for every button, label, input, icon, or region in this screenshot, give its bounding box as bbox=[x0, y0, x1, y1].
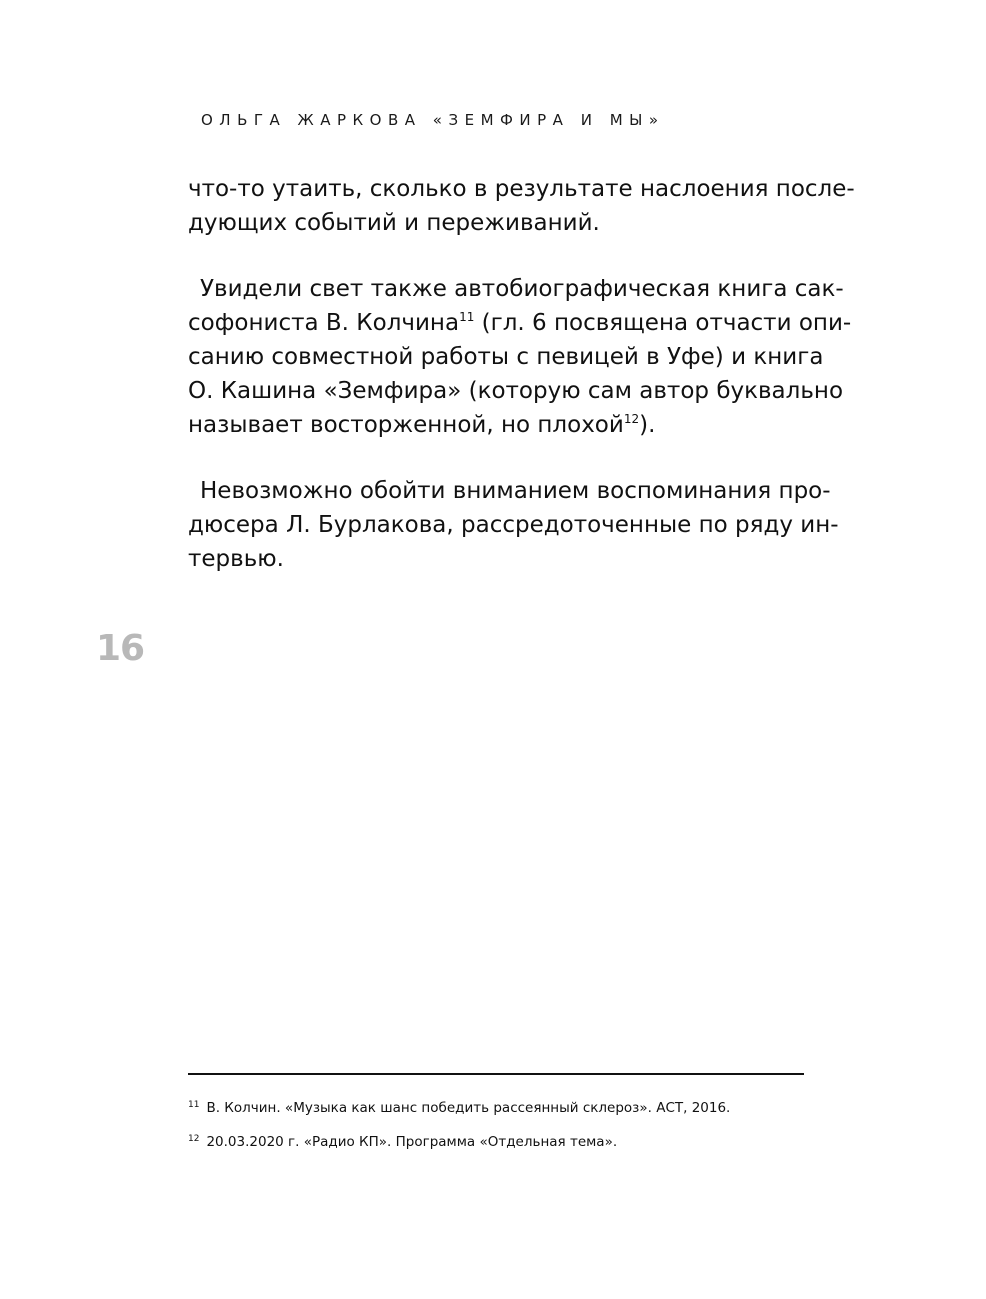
footnote-mark: 11 bbox=[188, 1100, 200, 1110]
text-line: О. Кашина «Земфира» (которую сам автор буквально bbox=[188, 378, 844, 404]
footnote-divider bbox=[188, 1073, 804, 1075]
paragraph-3 bbox=[188, 474, 839, 576]
text-line: что-то утаить, сколько в результате наслоения после- bbox=[188, 176, 855, 202]
text-line-with-footnote-ref bbox=[188, 306, 852, 340]
text-line: дюсера Л. Бурлакова, рассредоточенные по ряду ин- bbox=[188, 512, 839, 538]
text-line: дующих событий и переживаний. bbox=[188, 210, 600, 236]
footnote-text: В. Колчин. «Музыка как шанс победить рассеянный склероз». АСТ, 2016. bbox=[206, 1100, 731, 1116]
text-line: санию совместной работы с певицей в Уфе) и книга bbox=[188, 344, 824, 370]
footnote-12 bbox=[188, 1129, 804, 1152]
footnote-text: 20.03.2020 г. «Радио КП». Программа «Отдельная тема». bbox=[206, 1134, 618, 1150]
text-fragment: называет восторженной, но плохой bbox=[188, 412, 624, 438]
footnotes bbox=[188, 1095, 804, 1163]
footnote-ref-12[interactable]: 12 bbox=[623, 412, 640, 426]
footnote-mark: 12 bbox=[188, 1134, 200, 1144]
footnote-ref-11[interactable]: 11 bbox=[459, 310, 475, 324]
text-fragment: ). bbox=[639, 412, 656, 438]
text-fragment: (гл. 6 посвящена отчасти опи- bbox=[474, 310, 852, 336]
text-line: Невозможно обойти вниманием воспоминания про- bbox=[200, 478, 831, 504]
text-line: Увидели свет также автобиографическая книга сак- bbox=[200, 276, 844, 302]
text-line-with-footnote-ref bbox=[188, 408, 804, 442]
text-line: тервью. bbox=[188, 546, 284, 572]
main-text bbox=[188, 172, 855, 608]
paragraph-2 bbox=[188, 272, 852, 442]
running-header: ОЛЬГА ЖАРКОВА «ЗЕМФИРА И МЫ» bbox=[201, 111, 665, 129]
text-fragment: софониста В. Колчина bbox=[188, 310, 460, 336]
paragraph-1 bbox=[188, 172, 855, 240]
footnote-11 bbox=[188, 1095, 804, 1118]
page-number: 16 bbox=[96, 628, 145, 669]
